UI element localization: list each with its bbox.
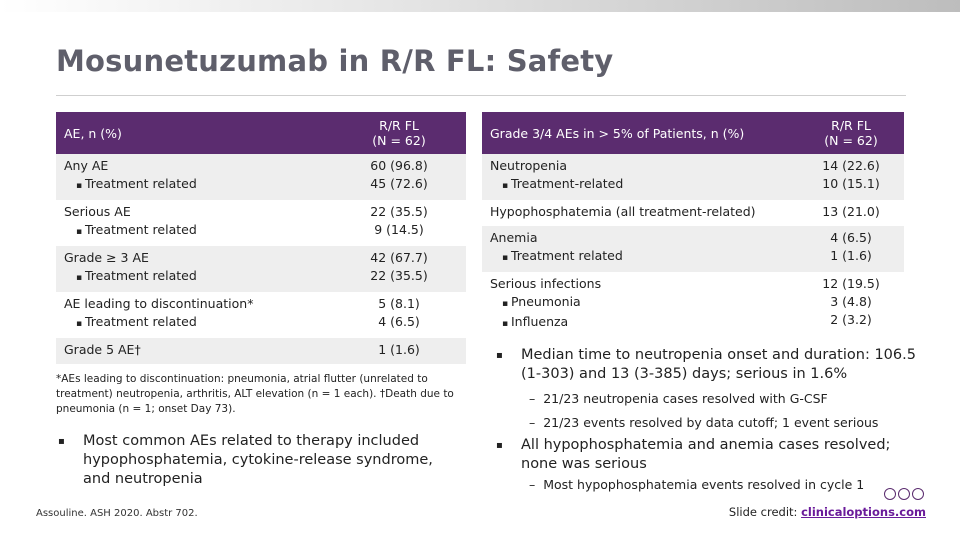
row-value: 4 (6.5) [830, 230, 872, 245]
subbullet: – 21/23 neutropenia cases resolved with G-CSF [529, 391, 828, 406]
row-value-sub: 3 (4.8) [830, 294, 872, 309]
top-gradient-bar [0, 0, 960, 12]
citation: Assouline. ASH 2020. Abstr 702. [36, 508, 198, 519]
row-value-sub: 4 (6.5) [378, 314, 420, 329]
credit-label: Slide credit: [728, 505, 798, 519]
row-sublabel: ▪ Treatment-related [490, 175, 790, 195]
bullet-left [58, 432, 458, 489]
row-label: Serious AE [64, 204, 131, 219]
credit-link[interactable]: clinicaloptions.com [801, 505, 926, 519]
col-header-ae: AE, n (%) [56, 112, 332, 154]
bullet-square-icon: ▪ [496, 440, 503, 451]
bullet-text: Median time to neutropenia onset and duration: 106.5 (1-303) and 13 (3-385) days; serious in 1.6% [521, 347, 916, 382]
row-value-sub: 22 (35.5) [370, 268, 428, 283]
bullet-square-icon: ▪ [58, 436, 65, 447]
footnote: *AEs leading to discontinuation: pneumonia, atrial flutter (unrelated to treatment) neutropenia, arthritis, ALT elevation (n = 1 each). †Death due to pneumonia (n = 1; onset Day 73). [56, 373, 454, 415]
table-row [482, 154, 904, 200]
row-sublabel: ▪ Treatment related [490, 247, 790, 267]
table-row [56, 246, 466, 292]
row-value: 13 (21.0) [822, 204, 880, 219]
row-label: Hypophosphatemia (all treatment-related) [490, 204, 756, 219]
row-label: Serious infections [490, 276, 602, 291]
ae-summary-table [56, 112, 466, 364]
row-value: 22 (35.5) [370, 204, 428, 219]
row-value-sub: 9 (14.5) [374, 222, 424, 237]
row-label: Neutropenia [490, 158, 568, 173]
table-row [482, 272, 904, 336]
subbullet: – 21/23 events resolved by data cutoff; 1 event serious [529, 415, 879, 430]
subbullet: – Most hypophosphatemia events resolved in cycle 1 [529, 477, 865, 492]
bullet-text: Most common AEs related to therapy included hypophosphatemia, cytokine-release syndrome, and neutropenia [83, 433, 433, 487]
table-row [482, 200, 904, 226]
subbullet-text: 21/23 neutropenia cases resolved with G-CSF [543, 391, 828, 406]
row-sublabel: ▪ Pneumonia [490, 293, 790, 313]
row-value: 42 (67.7) [370, 250, 428, 265]
table-row [56, 292, 466, 338]
row-value: 12 (19.5) [822, 276, 880, 291]
row-sublabel: ▪ Treatment related [64, 267, 324, 287]
bullet-text: All hypophosphatemia and anemia cases resolved; none was serious [521, 437, 891, 472]
row-sublabel: ▪ Treatment related [64, 313, 324, 333]
row-value: 1 (1.6) [378, 342, 420, 357]
row-value: 5 (8.1) [378, 296, 420, 311]
bullet-right-1 [496, 346, 916, 384]
col-header-rrfl: R/R FL (N = 62) [798, 112, 904, 154]
col-header-grade34: Grade 3/4 AEs in > 5% of Patients, n (%) [482, 112, 798, 154]
table-header-row [56, 112, 466, 154]
row-value: 14 (22.6) [822, 158, 880, 173]
bullet-square-icon: ▪ [496, 350, 503, 361]
row-sublabel: ▪ Treatment related [64, 221, 324, 241]
row-label: AE leading to discontinuation* [64, 296, 254, 311]
logo-ring [912, 488, 924, 500]
grade34-ae-table [482, 112, 904, 336]
cco-logo [884, 488, 924, 500]
page-title: Mosunetuzumab in R/R FL: Safety [56, 44, 614, 78]
row-label: Anemia [490, 230, 538, 245]
row-label: Any AE [64, 158, 109, 173]
row-value-sub: 2 (3.2) [830, 312, 872, 327]
col-header-rrfl: R/R FL (N = 62) [332, 112, 466, 154]
table-row [56, 200, 466, 246]
row-value-sub: 1 (1.6) [830, 248, 872, 263]
row-value-sub: 45 (72.6) [370, 176, 428, 191]
bullet-right-2 [496, 436, 916, 474]
row-label: Grade 5 AE† [64, 342, 141, 357]
table-row [482, 226, 904, 272]
logo-ring [884, 488, 896, 500]
table-row [56, 154, 466, 200]
row-sublabel: ▪ Influenza [490, 313, 790, 333]
slide-credit [729, 505, 926, 519]
row-label: Grade ≥ 3 AE [64, 250, 149, 265]
table-row [56, 338, 466, 364]
subbullet-text: 21/23 events resolved by data cutoff; 1 event serious [543, 415, 879, 430]
table-header-row [482, 112, 904, 154]
row-value: 60 (96.8) [370, 158, 428, 173]
logo-ring [898, 488, 910, 500]
row-sublabel: ▪ Treatment related [64, 175, 324, 195]
row-value-sub: 10 (15.1) [822, 176, 880, 191]
title-divider [56, 95, 906, 96]
subbullet-text: Most hypophosphatemia events resolved in cycle 1 [543, 477, 865, 492]
